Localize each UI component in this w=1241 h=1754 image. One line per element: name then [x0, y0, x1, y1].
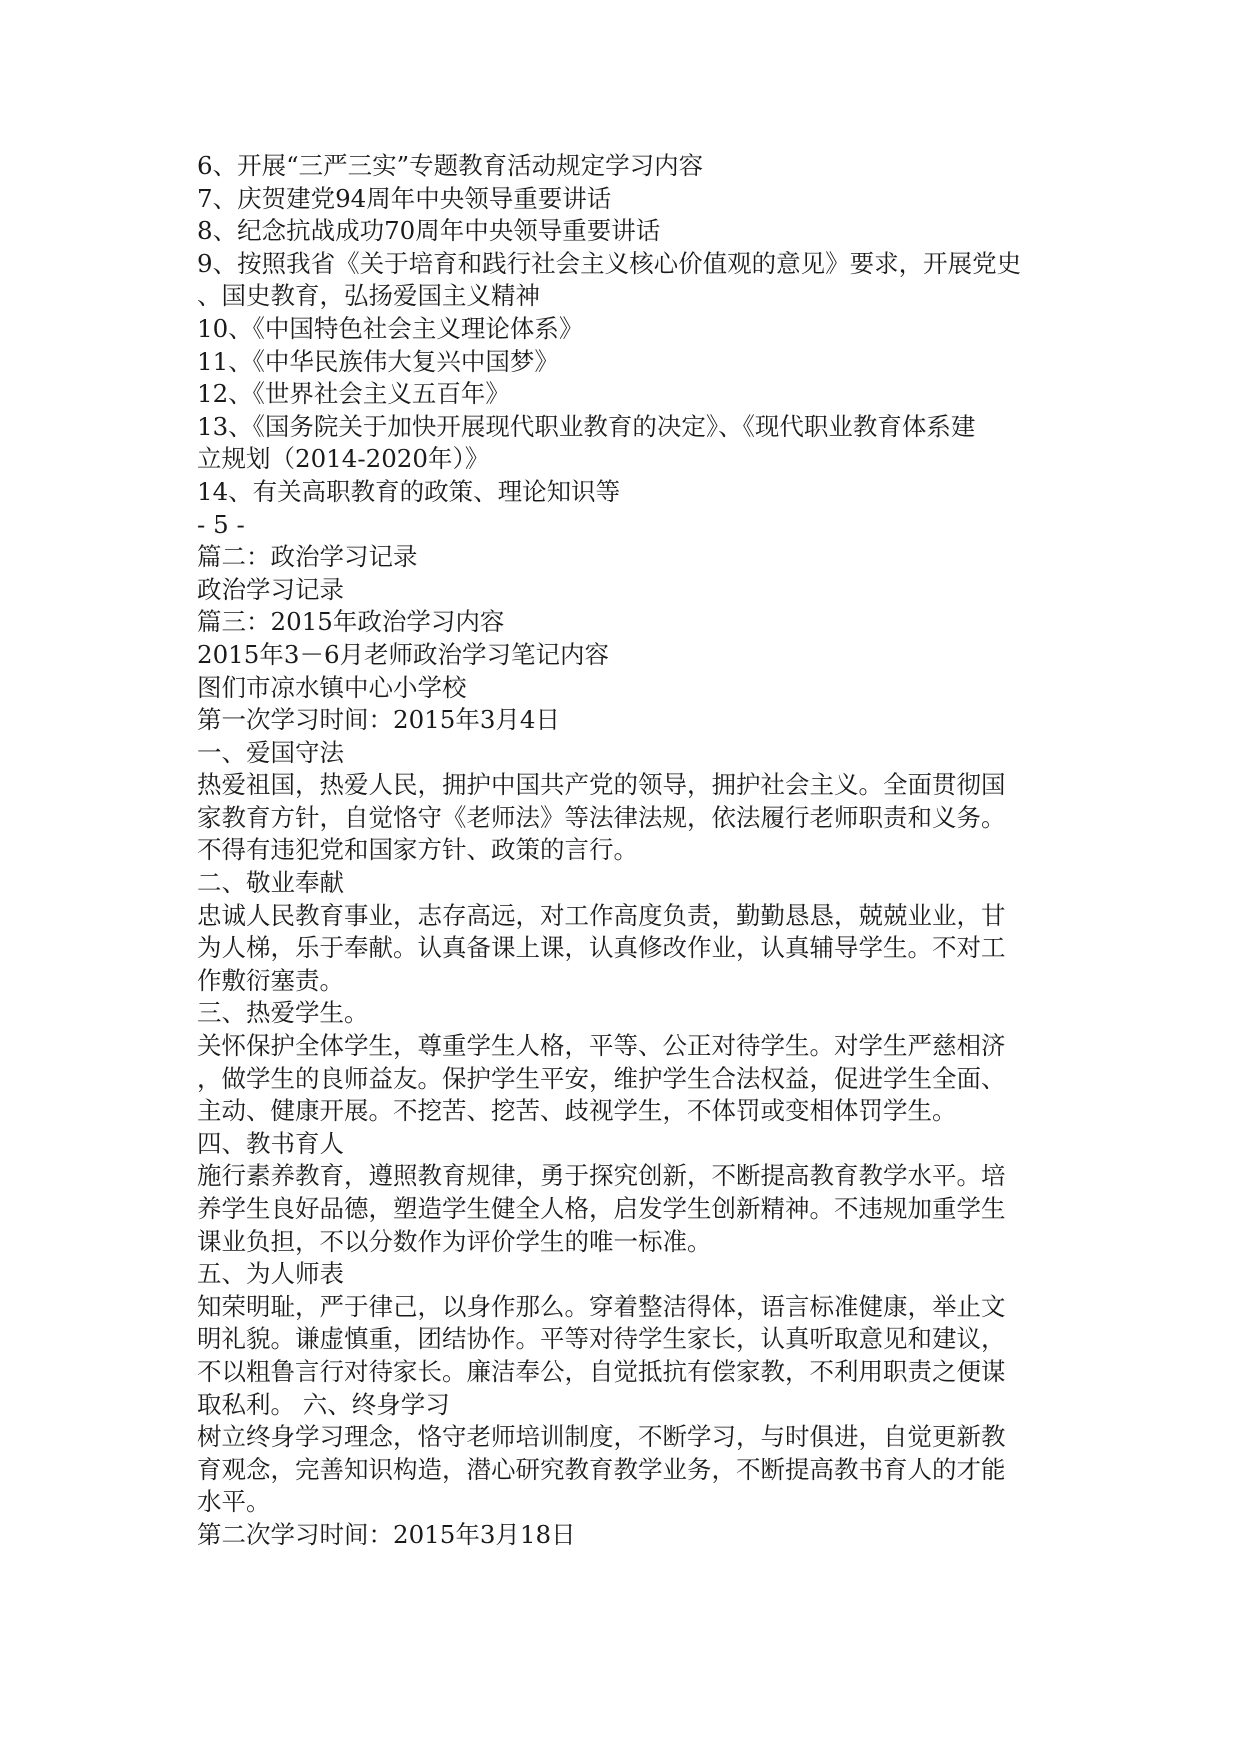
text-line: 取私利。 六、终身学习	[197, 1389, 450, 1419]
document-body	[197, 150, 1047, 1552]
text-line: 、国史教育，弘扬爱国主义精神	[197, 281, 540, 311]
text-line: 忠诚人民教育事业，志存高远，对工作高度负责，勤勤恳恳，兢兢业业，甘	[197, 900, 1006, 930]
text-line: 不以粗鲁言行对待家长。廉洁奉公，自觉抵抗有偿家教，不利用职责之便谋	[197, 1356, 1006, 1386]
text-line: 13、《国务院关于加快开展现代职业教育的决定》、《现代职业教育体系建	[197, 411, 976, 441]
text-line: 水平。	[197, 1487, 271, 1517]
subheading: 二、敬业奉献	[197, 868, 344, 898]
text-line: 作敷衍塞责。	[197, 965, 344, 995]
page-number: - 5 -	[197, 509, 245, 539]
text-line: 关怀保护全体学生，尊重学生人格，平等、公正对待学生。对学生严慈相济	[197, 1031, 1006, 1061]
text-line: 6、开展“三严三实”专题教育活动规定学习内容	[197, 151, 704, 180]
text-line: 知荣明耻，严于律己，以身作那么。穿着整洁得体，语言标准健康，举止文	[197, 1291, 1006, 1321]
text-line: 8、纪念抗战成功70周年中央领导重要讲话	[197, 216, 661, 246]
subheading: 四、教书育人	[197, 1128, 344, 1158]
session-date: 第一次学习时间：2015年3月4日	[197, 705, 561, 735]
text-line: 养学生良好品德，塑造学生健全人格，启发学生创新精神。不违规加重学生	[197, 1194, 1006, 1223]
text-line: 不得有违犯党和国家方针、政策的言行。	[197, 835, 638, 865]
section-title: 2015年3－6月老师政治学习笔记内容	[197, 639, 610, 669]
section-title: 政治学习记录	[197, 574, 344, 604]
subheading: 三、热爱学生。	[197, 998, 369, 1028]
text-line: 11、《中华民族伟大复兴中国梦》	[197, 346, 559, 376]
text-line: 12、《世界社会主义五百年》	[197, 379, 510, 409]
session-date: 第二次学习时间：2015年3月18日	[197, 1519, 576, 1549]
text-line: ，做学生的良师益友。保护学生平安，维护学生合法权益，促进学生全面、	[197, 1063, 1006, 1093]
text-line: 9、按照我省《关于培育和践行社会主义核心价值观的意见》要求，开展党史	[197, 248, 1022, 278]
text-line: 育观念，完善知识构造，潜心研究教育教学业务，不断提高教书育人的才能	[197, 1454, 1006, 1484]
section-heading: 篇二：政治学习记录	[197, 542, 418, 572]
text-line: 树立终身学习理念，恪守老师培训制度，不断学习，与时俱进，自觉更新教	[197, 1422, 1006, 1452]
text-line: 10、《中国特色社会主义理论体系》	[197, 313, 584, 343]
text-line: 施行素养教育，遵照教育规律，勇于探究创新，不断提高教育教学水平。培	[197, 1161, 1006, 1191]
text-line: 家教育方针，自觉恪守《老师法》等法律法规，依法履行老师职责和义务。	[197, 802, 1006, 832]
text-line: 立规划（2014-2020年）》	[197, 444, 490, 474]
text-line: 为人梯，乐于奉献。认真备课上课，认真修改作业，认真辅导学生。不对工	[197, 933, 1006, 963]
school-name: 图们市凉水镇中心小学校	[197, 672, 467, 702]
text-line: 主动、健康开展。不挖苦、挖苦、歧视学生，不体罚或变相体罚学生。	[197, 1096, 957, 1126]
text-line: 课业负担，不以分数作为评价学生的唯一标准。	[197, 1226, 712, 1256]
text-line: 7、庆贺建党94周年中央领导重要讲话	[197, 183, 612, 213]
subheading: 一、爱国守法	[197, 737, 344, 767]
subheading: 五、为人师表	[197, 1259, 344, 1289]
text-line: 14、有关高职教育的政策、理论知识等	[197, 476, 621, 506]
text-line: 明礼貌。谦虚慎重，团结协作。平等对待学生家长，认真听取意见和建议，	[197, 1324, 1006, 1354]
section-heading: 篇三：2015年政治学习内容	[197, 607, 505, 637]
text-line: 热爱祖国，热爱人民，拥护中国共产党的领导，拥护社会主义。全面贯彻国	[197, 770, 1006, 800]
